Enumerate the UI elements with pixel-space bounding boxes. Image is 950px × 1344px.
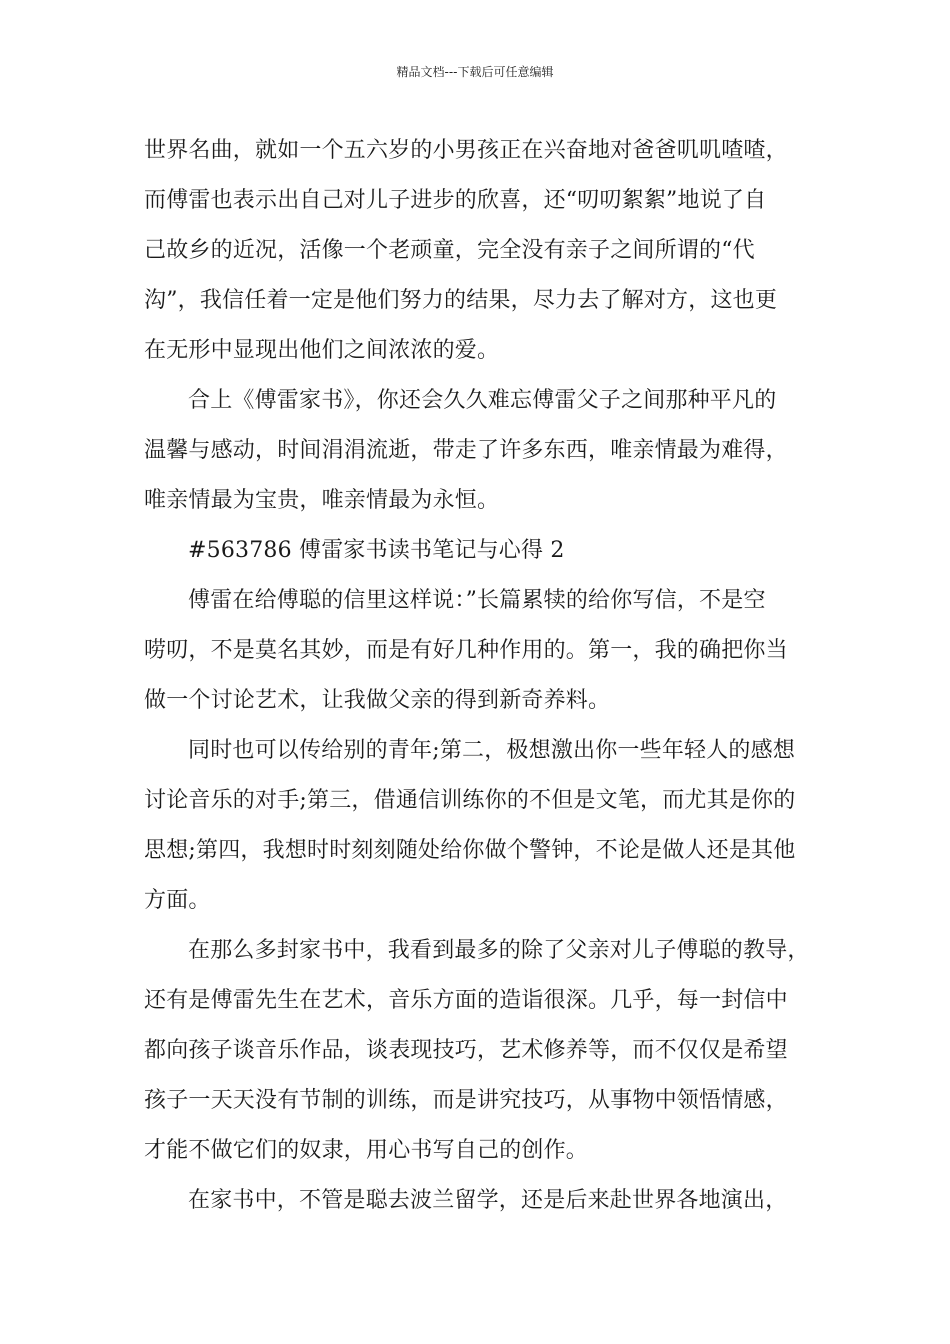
- section-heading: #563786 傅雷家书读书笔记与心得 2: [188, 538, 565, 563]
- text-line: 才能不做它们的奴隶，用心书写自己的创作。: [144, 1138, 589, 1163]
- paragraph-start-line: 同时也可以传给别的青年;第二，极想激出你一些年轻人的感想: [188, 738, 796, 763]
- text-line: 都向孩子谈音乐作品，谈表现技巧，艺术修养等，而不仅仅是希望: [144, 1038, 788, 1063]
- text-line: 沟”，我信任着一定是他们努力的结果，尽力去了解对方，这也更: [144, 288, 778, 313]
- text-line: 讨论音乐的对手;第三，借通信训练你的不但是文笔，而尤其是你的: [144, 788, 796, 813]
- paragraph-start-line: 傅雷在给傅聪的信里这样说：”长篇累犊的给你写信，不是空: [188, 588, 766, 613]
- text-line: 在无形中显现出他们之间浓浓的爱。: [144, 338, 500, 363]
- text-line: 世界名曲，就如一个五六岁的小男孩正在兴奋地对爸爸叽叽喳喳，: [144, 138, 788, 163]
- text-line: 思想;第四，我想时时刻刻随处给你做个警钟，不论是做人还是其他: [144, 838, 796, 863]
- document-body: [144, 133, 814, 1233]
- text-line: 而傅雷也表示出自己对儿子进步的欣喜，还“叨叨絮絮”地说了自: [144, 188, 767, 213]
- paragraph-start-line: 在那么多封家书中，我看到最多的除了父亲对儿子傅聪的教导，: [188, 938, 810, 963]
- paragraph-start-line: 在家书中，不管是聪去波兰留学，还是后来赴世界各地演出，: [188, 1188, 788, 1213]
- text-line: 温馨与感动，时间涓涓流逝，带走了许多东西，唯亲情最为难得，: [144, 438, 788, 463]
- page-header: 精品文档---下载后可任意编辑: [396, 65, 554, 79]
- text-line: 唯亲情最为宝贵，唯亲情最为永恒。: [144, 488, 500, 513]
- paragraph-start-line: 合上《傅雷家书》，你还会久久难忘傅雷父子之间那种平凡的: [188, 388, 777, 413]
- text-line: 唠叨，不是莫名其妙，而是有好几种作用的。第一，我的确把你当: [144, 638, 788, 663]
- text-line: 做一个讨论艺术，让我做父亲的得到新奇养料。: [144, 688, 611, 713]
- text-line: 己故乡的近况，活像一个老顽童，完全没有亲子之间所谓的“代: [144, 238, 755, 263]
- text-line: 方面。: [144, 888, 211, 913]
- text-line: 孩子一天天没有节制的训练，而是讲究技巧，从事物中领悟情感，: [144, 1088, 788, 1113]
- text-line: 还有是傅雷先生在艺术，音乐方面的造诣很深。几乎，每一封信中: [144, 988, 788, 1013]
